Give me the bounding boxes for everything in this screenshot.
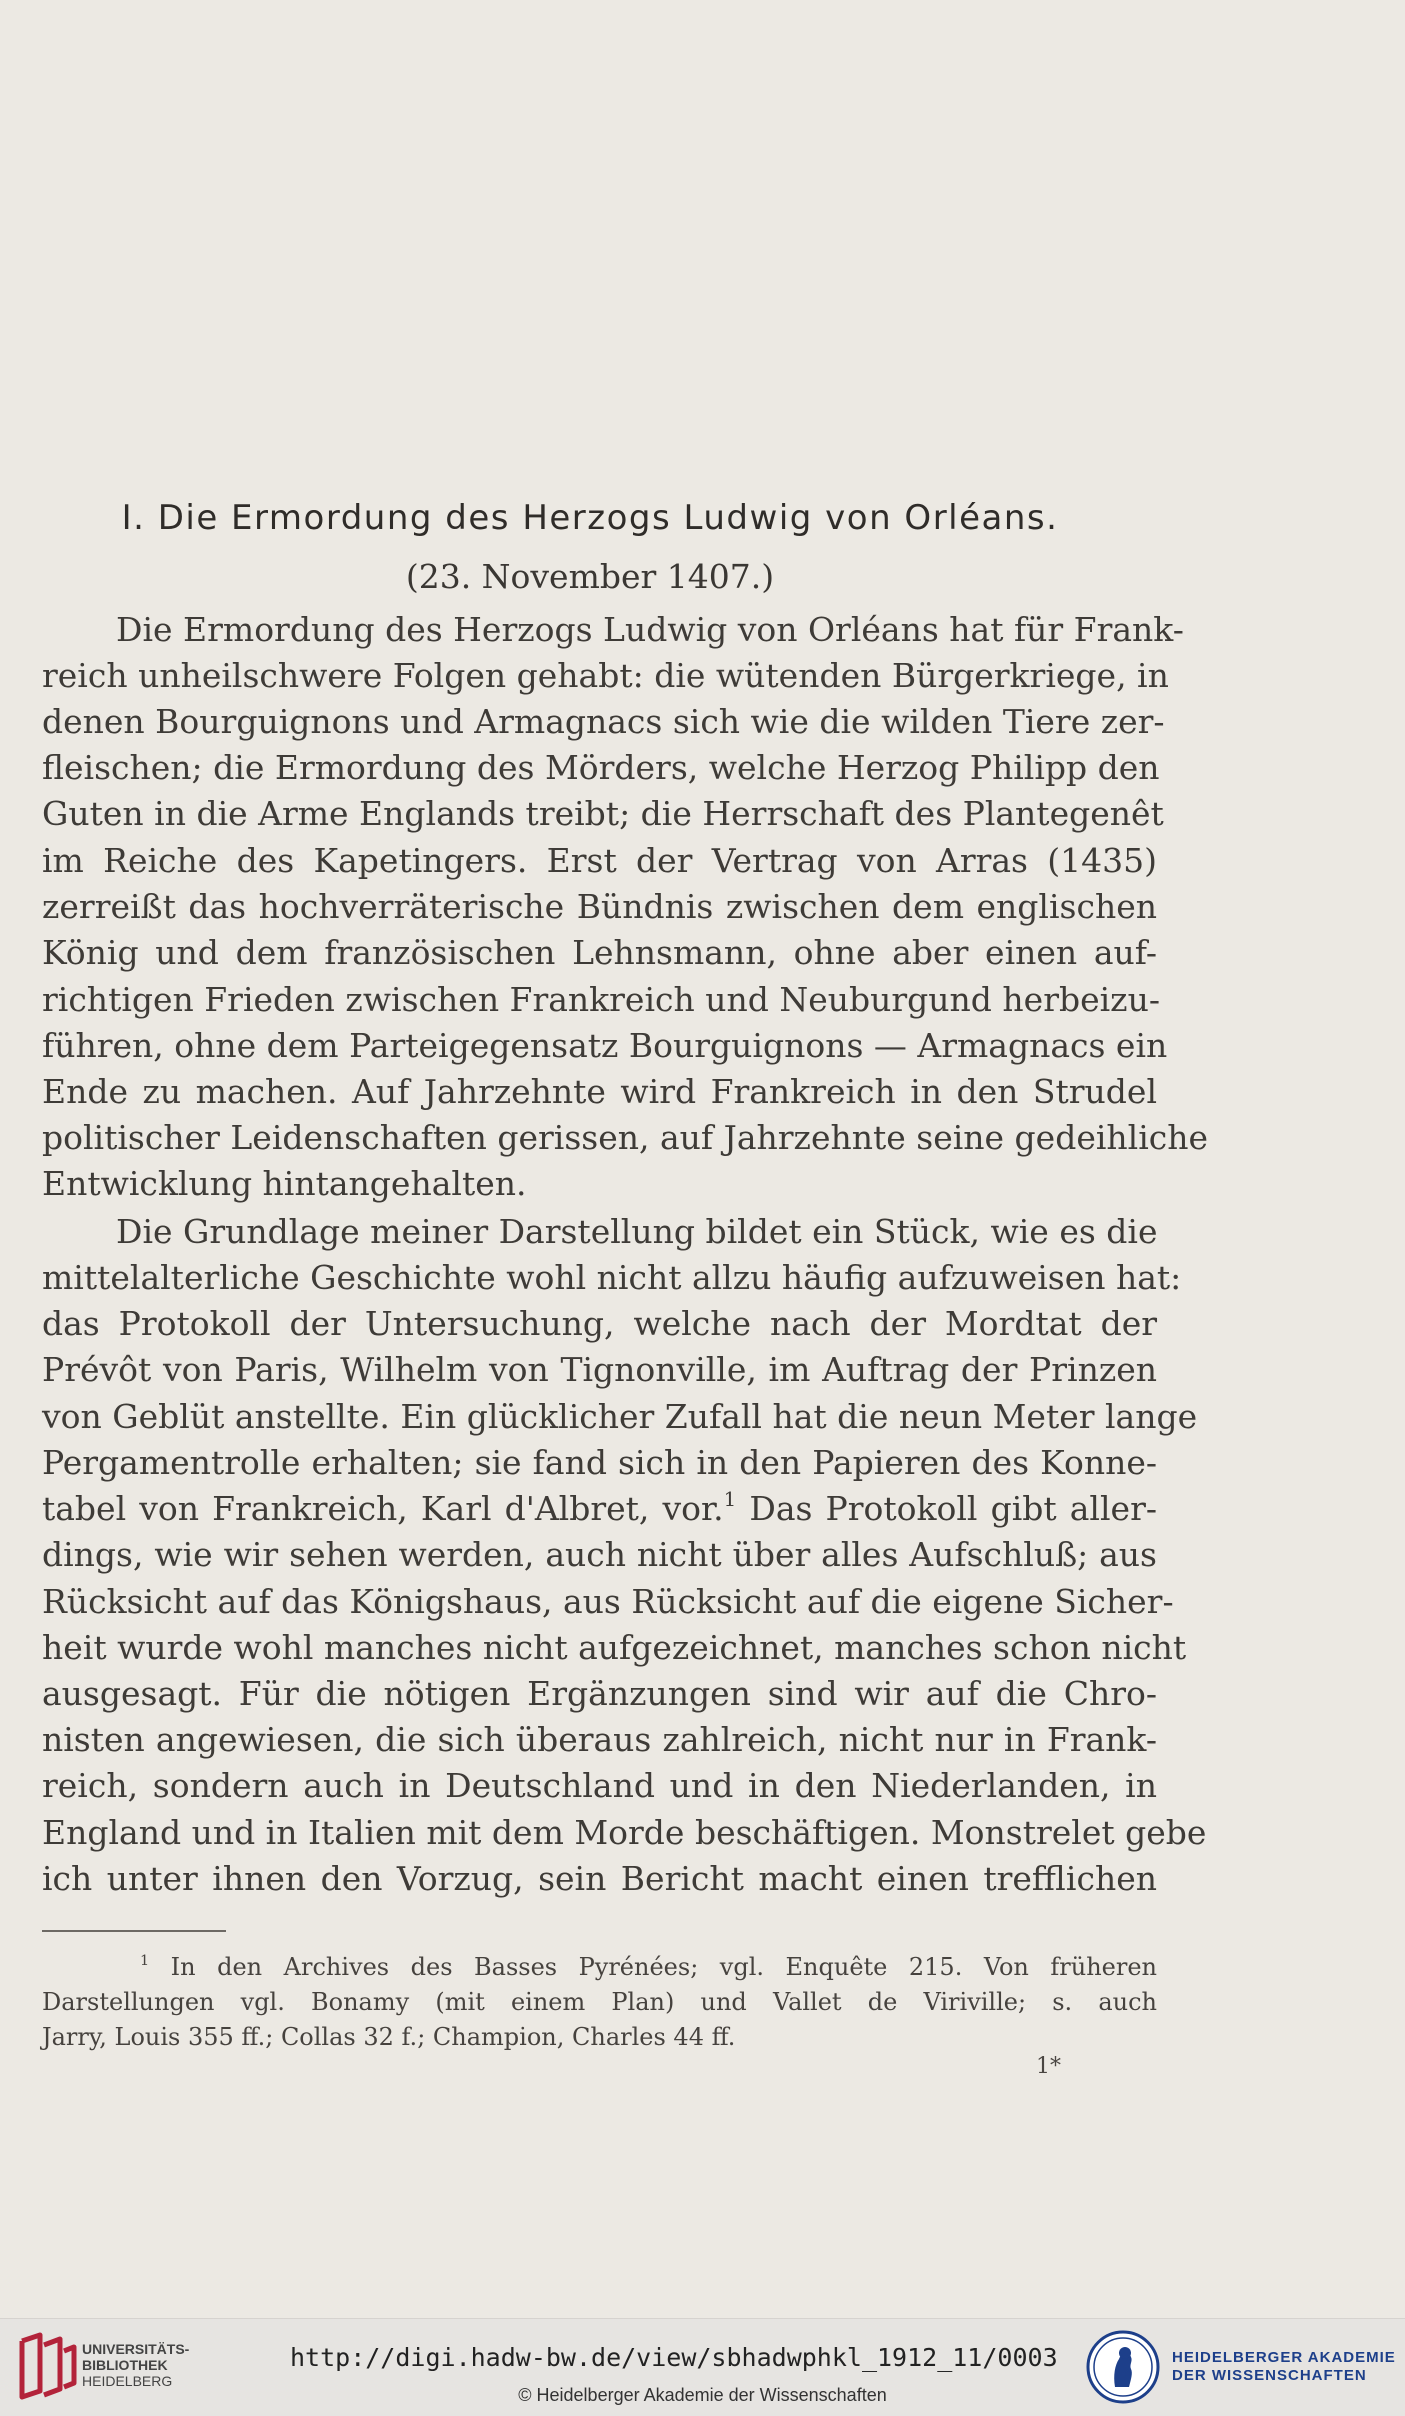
text-line: dings, wie wir sehen werden, auch nicht über alles Aufschluß; aus [42, 1535, 1157, 1574]
viewer-footer [0, 2318, 1405, 2416]
academy-name [1172, 2349, 1396, 2385]
line-tail: Das Protokoll gibt aller- [749, 1489, 1157, 1528]
text-line: König und dem französischen Lehnsmann, ohne aber einen auf- [42, 933, 1157, 972]
footnote-separator [42, 1930, 226, 1932]
text-line: im Reiche des Kapetingers. Erst der Vertrag von Arras (1435) [42, 841, 1157, 880]
text-line: Rücksicht auf das Königshaus, aus Rücksicht auf die eigene Sicher- [42, 1582, 1174, 1621]
footnote-line: Darstellungen vgl. Bonamy (mit einem Plan) und Vallet de Viriville; s. auch [42, 1988, 1157, 2016]
text-line: zerreißt das hochverräterische Bündnis zwischen dem englischen [42, 887, 1157, 926]
footnote-line: Jarry, Louis 355 ff.; Collas 32 f.; Champion, Charles 44 ff. [42, 2023, 736, 2051]
text-line: Entwicklung hintangehalten. [42, 1164, 527, 1203]
text-line: das Protokoll der Untersuchung, welche nach der Mordtat der [42, 1304, 1157, 1343]
text-line: Ende zu machen. Auf Jahrzehnte wird Frankreich in den Strudel [42, 1072, 1157, 1111]
text-line: Prévôt von Paris, Wilhelm von Tignonville, im Auftrag der Prinzen [42, 1350, 1157, 1389]
text-line: heit wurde wohl manches nicht aufgezeichnet, manches schon nicht [42, 1628, 1187, 1667]
text-line: richtigen Frieden zwischen Frankreich und Neuburgund herbeizu- [42, 980, 1160, 1019]
text-line: reich, sondern auch in Deutschland und in den Niederlanden, in [42, 1766, 1157, 1805]
university-library-name [82, 2341, 189, 2389]
text-line: England und in Italien mit dem Morde beschäftigen. Monstrelet gebe [42, 1813, 1207, 1852]
text-line: nisten angewiesen, die sich überaus zahlreich, nicht nur in Frank- [42, 1720, 1157, 1759]
line-head: tabel von Frankreich, Karl d'Albret, vor. [42, 1489, 724, 1528]
text-line: reich unheilschwere Folgen gehabt: die wütenden Bürgerkriege, in [42, 656, 1169, 695]
library-line: HEIDELBERG [82, 2373, 173, 2389]
library-line: BIBLIOTHEK [82, 2357, 168, 2373]
sheet-signature: 1* [1036, 2054, 1061, 2079]
text-line: Die Grundlage meiner Darstellung bildet ein Stück, wie es die [116, 1212, 1158, 1251]
footnote-marker: 1 [723, 1488, 737, 1512]
academy-seal-icon[interactable] [1085, 2329, 1161, 2405]
library-line: UNIVERSITÄTS- [82, 2341, 190, 2357]
text-line: führen, ohne dem Parteigegensatz Bourguignons — Armagnacs ein [42, 1026, 1168, 1065]
text-line: Guten in die Arme Englands treibt; die Herrschaft des Plantegenêt [42, 794, 1164, 833]
permalink-url[interactable]: http://digi.hadw-bw.de/view/sbhadwphkl_1912_11/0003 [290, 2343, 1058, 2372]
academy-line: DER WISSENSCHAFTEN [1172, 2367, 1367, 2384]
text-line: mittelalterliche Geschichte wohl nicht allzu häufig aufzuweisen hat: [42, 1258, 1182, 1297]
footnote-line [42, 1950, 1157, 1984]
text-line: ausgesagt. Für die nötigen Ergänzungen sind wir auf die Chro- [42, 1674, 1157, 1713]
text-line: fleischen; die Ermordung des Mörders, welche Herzog Philipp den [42, 748, 1160, 787]
text-line: Pergamentrolle erhalten; sie fand sich in den Papieren des Konne- [42, 1443, 1157, 1482]
copyright-notice: © Heidelberger Akademie der Wissenschaften [518, 2385, 887, 2405]
text-line: ich unter ihnen den Vorzug, sein Bericht macht einen trefflichen [42, 1859, 1157, 1898]
text-line: von Geblüt anstellte. Ein glücklicher Zufall hat die neun Meter lange [42, 1397, 1198, 1436]
text-line: politischer Leidenschaften gerissen, auf Jahrzehnte seine gedeihliche [42, 1118, 1209, 1157]
footnote-text: In den Archives des Basses Pyrénées; vgl. Enquête 215. Von früheren [170, 1953, 1157, 1981]
text-line: Die Ermordung des Herzogs Ludwig von Orléans hat für Frank- [116, 610, 1184, 649]
academy-line: HEIDELBERGER AKADEMIE [1172, 2349, 1396, 2366]
chapter-date: (23. November 1407.) [405, 557, 775, 596]
chapter-heading: I. Die Ermordung des Herzogs Ludwig von Orléans. [121, 498, 1059, 538]
footnote-number: 1 [140, 1952, 150, 1969]
text-line-with-footnote [42, 1489, 1157, 1529]
text-line: denen Bourguignons und Armagnacs sich wie die wilden Tiere zer- [42, 702, 1165, 741]
